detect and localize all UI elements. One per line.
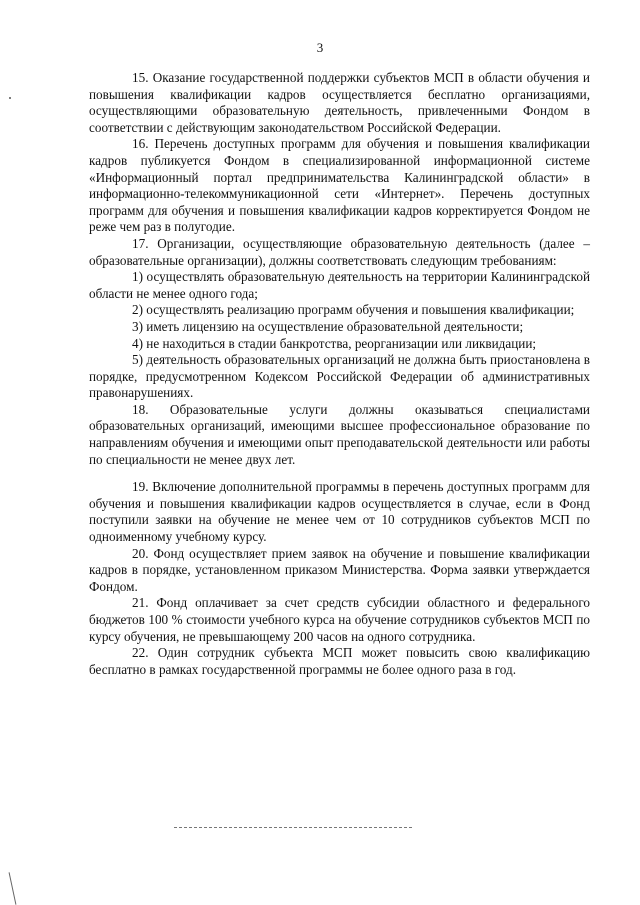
paragraph-20: 20. Фонд осуществляет прием заявок на обучение и повышение квалификации кадров в порядке, установленном приказом Министерства. Форма заявки утверждается Фондом. [89,545,590,594]
margin-scan-stroke [9,872,17,904]
paragraph-15: 15. Оказание государственной поддержки субъектов МСП в области обучения и повышения квалификации кадров осуществляется бесплатно организациями, осуществляющими образовательную деятельность, привлеченными Фондом в соответствии с действующим законодательством Российской Федерации. [89,70,590,135]
scan-speck [9,97,11,99]
requirement-4: 4) не находиться в стадии банкротства, реорганизации или ликвидации; [132,335,537,351]
paragraph-22: 22. Один сотрудник субъекта МСП может повысить свою квалификацию бесплатно в рамках государственной программы не более одного раза в год. [89,645,590,677]
page-number: 3 [316,40,324,55]
document-body [89,70,590,678]
requirement-3: 3) иметь лицензию на осуществление образовательной деятельности; [132,318,524,334]
requirement-1: 1) осуществлять образовательную деятельность на территории Калининградской области не менее одного года; [89,269,590,301]
requirement-5: 5) деятельность образовательных организаций не должна быть приостановлена в порядке, предусмотренном Кодексом Российской Федерации об административных правонарушениях. [89,352,590,401]
paragraph-17: 17. Организации, осуществляющие образовательную деятельность (далее – образовательные организации), должны соответствовать следующим требованиям: [89,235,590,268]
paragraph-19: 19. Включение дополнительной программы в перечень доступных программ для обучения и повышения квалификации кадров осуществляется в случае, если в Фонд поступили заявки на обучение не менее чем от 10 сотрудников субъектов МСП по одноименному учебному курсу. [89,479,590,545]
paragraph-16: 16. Перечень доступных программ для обучения и повышения квалификации кадров публикуется Фондом в специализированной информационной системе «Информационный портал предпринимательства Калининградской области» в информационно-телекоммуникационной сети «Интернет». Перечень доступных программ для обучения и повышения квалификации кадров корректируется Фондом не реже чем раз в полугодие. [89,136,590,235]
paragraph-18: 18. Образовательные услуги должны оказываться специалистами образовательных организаций, имеющими высшее профессиональное образование по направлениям обучения и имеющими опыт преподавательской деятельности или работы по специальности не менее двух лет. [89,401,590,467]
requirement-2: 2) осуществлять реализацию программ обучения и повышения квалификации; [132,302,575,318]
footer-scan-line [174,827,412,828]
paragraph-21: 21. Фонд оплачивает за счет средств субсидии областного и федерального бюджетов 100 % стоимости учебного курса на обучение сотрудников субъектов МСП по курсу обучения, не превышающему 200 часов на одного сотрудника. [89,595,590,644]
